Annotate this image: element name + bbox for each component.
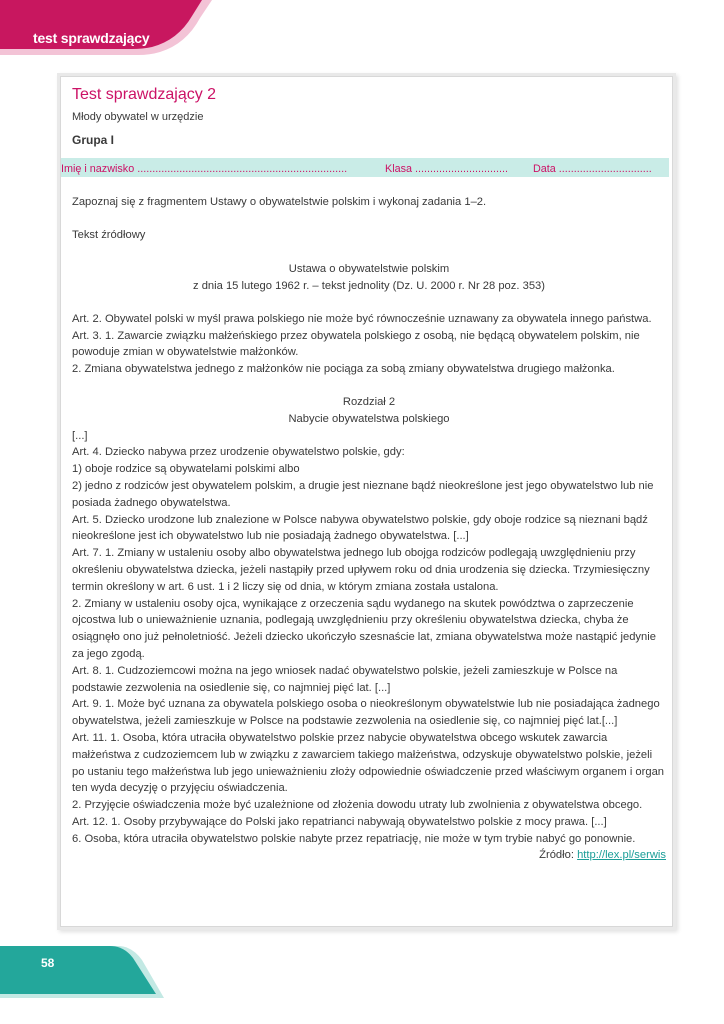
date-field[interactable]: Data ............................... bbox=[533, 162, 652, 175]
group-label: Grupa I bbox=[72, 132, 115, 147]
test-content bbox=[61, 85, 666, 864]
class-field[interactable]: Klasa ............................... bbox=[385, 162, 508, 175]
law-paragraph: Art. 4. Dziecko nabywa przez urodzenie obywatelstwo polskie, gdy: bbox=[72, 446, 405, 459]
name-field[interactable]: Imię i nazwisko ...................................................................... bbox=[61, 162, 348, 175]
law-paragraph: 1) oboje rodzice są obywatelami polskimi albo bbox=[72, 463, 300, 476]
law-paragraph: Art. 12. 1. Osoby przybywające do Polski jako repatrianci nabywają obywatelstwo polskie z mocy prawa. [...] bbox=[72, 815, 607, 828]
chapter-title: Nabycie obywatelstwa polskiego bbox=[288, 412, 450, 425]
law-paragraph: Art. 11. 1. Osoba, która utraciła obywatelstwo polskie przez nabycie obywatelstwa obcego wskutek zawarcia małżeństwa z cudzoziemcem lub w związku z zawarciem takiego małżeństwa, odzyskuje obywatelstwo polskie, jeżeli po ustaniu tego małżeństwa lub jego unieważnieniu złoży odpowiednie oświadczenie przed właściwym organem i organ ten wyda decyzję o przyjęciu oświadczenia. bbox=[72, 731, 665, 795]
law-paragraph: 2) jedno z rodziców jest obywatelem polskim, a drugie jest nieznane bądź nieokreślone jest jego obywatelstwo lub nie posiada żadnego obywatelstwa. bbox=[72, 479, 654, 509]
footer-tab-shape bbox=[0, 946, 164, 1002]
law-paragraph: Art. 8. 1. Cudzoziemcowi można na jego wniosek nadać obywatelstwo polskie, jeżeli zamieszkuje w Polsce na podstawie zezwolenia na osiedlenie się, co najmniej pięć lat. [...] bbox=[72, 664, 618, 694]
header-tab-shape bbox=[0, 0, 212, 58]
source-prefix: Źródło: bbox=[539, 849, 578, 862]
law-paragraph: Art. 7. 1. Zmiany w ustaleniu osoby albo obywatelstwa jednego lub obojga rodziców podlegają uwzględnieniu przy określeniu obywatelstwa dziecka, jeżeli nastąpiły przed upływem roku od dnia urodzenia się dziecka. Trzymiesięczny termin określony w art. 6 ust. 1 i 2 liczy się od dnia, w którym zmiana została ustalona. bbox=[72, 547, 650, 593]
law-paragraph: 2. Zmiana obywatelstwa jednego z małżonków nie pociąga za sobą zmiany obywatelstwa drugiego małżonka. bbox=[72, 363, 615, 376]
chapter-heading bbox=[72, 394, 666, 428]
page-number: 58 bbox=[41, 956, 55, 970]
section-label: test sprawdzający bbox=[33, 30, 150, 46]
law-paragraph: Art. 9. 1. Może być uznana za obywatela polskiego osoba o nieokreślonym obywatelstwie lub nie posiadająca żadnego obywatelstwa, jeżeli zamieszkuje w Polsce na podstawie zezwolenia na osiedlenie się, co najmniej pięć lat.[...] bbox=[72, 698, 660, 728]
task-instruction: Zapoznaj się z fragmentem Ustawy o obywatelstwie polskim i wykonaj zadania 1–2. bbox=[72, 195, 487, 208]
law-heading bbox=[72, 261, 666, 295]
law-paragraph: [...] bbox=[72, 429, 88, 442]
law-paragraph: 2. Zmiany w ustaleniu osoby ojca, wynikające z orzeczenia sądu wydanego na skutek powództwa o zaprzeczenie ojcostwa lub o unieważnienie uznania, podlegają uwzględnieniu przy określeniu obywatelstwa dziecka, chyba że osiągnęło ono już pełnoletniość. Jeżeli dziecko ukończyło szesnaście lat, zmiana obywatelstwa może nastąpić jedynie za jego zgodą. bbox=[72, 597, 656, 660]
law-articles-block-2 bbox=[72, 428, 666, 848]
law-paragraph: Art. 2. Obywatel polski w myśl prawa polskiego nie może być równocześnie uznawany za obywatela innego państwa. bbox=[72, 312, 652, 325]
law-paragraph: 6. Osoba, która utraciła obywatelstwo polskie nabyte przez repatriację, nie może w tym trybie nabyć go ponownie. bbox=[72, 832, 636, 845]
law-paragraph: 2. Przyjęcie oświadczenia może być uzależnione od złożenia dowodu utraty lub zwolnienia z obywatelstwa obcego. bbox=[72, 799, 643, 812]
test-card bbox=[60, 76, 673, 927]
law-paragraph: Art. 5. Dziecko urodzone lub znalezione w Polsce nabywa obywatelstwo polskie, gdy oboje rodzice są nieznani bądź nieokreślone jest ich obywatelstwo lub nie posiadają żadnego obywatelstwa. [...] bbox=[72, 513, 648, 543]
source-link[interactable]: http://lex.pl/serwis bbox=[577, 849, 666, 862]
page-number-tab bbox=[0, 946, 164, 1002]
law-articles-block-1 bbox=[72, 311, 666, 378]
section-header-tab bbox=[0, 0, 212, 58]
source-citation bbox=[72, 847, 666, 864]
law-title: Ustawa o obywatelstwie polskim bbox=[288, 263, 450, 276]
test-subtitle: Młody obywatel w urzędzie bbox=[72, 111, 204, 123]
law-date: z dnia 15 lutego 1962 r. – tekst jednolity (Dz. U. 2000 r. Nr 28 poz. 353) bbox=[193, 279, 545, 292]
test-title: Test sprawdzający 2 bbox=[72, 86, 217, 103]
student-info-bar bbox=[61, 158, 669, 177]
chapter-number: Rozdział 2 bbox=[342, 395, 396, 408]
law-paragraph: Art. 3. 1. Zawarcie związku małżeńskiego przez obywatela polskiego z osobą, nie będącą obywatelem polskim, nie powoduje zmian w obywatelstwie małżonków. bbox=[72, 329, 640, 359]
source-text-label: Tekst źródłowy bbox=[72, 229, 146, 242]
